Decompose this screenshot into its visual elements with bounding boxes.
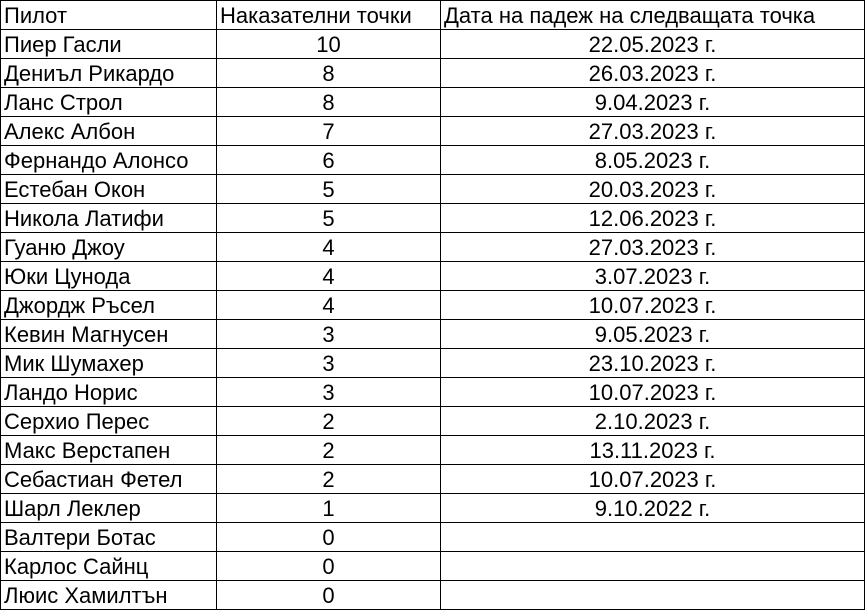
pilot-cell: Никола Латифи bbox=[1, 204, 217, 233]
points-cell: 5 bbox=[217, 175, 441, 204]
pilot-cell: Валтери Ботас bbox=[1, 523, 217, 552]
pilot-cell: Дениъл Рикардо bbox=[1, 59, 217, 88]
table-row bbox=[1, 552, 865, 581]
expiry-cell: 27.03.2023 г. bbox=[441, 233, 865, 262]
points-cell: 2 bbox=[217, 465, 441, 494]
pilot-cell: Ландо Норис bbox=[1, 378, 217, 407]
points-cell: 3 bbox=[217, 349, 441, 378]
pilot-cell: Кевин Магнусен bbox=[1, 320, 217, 349]
pilot-cell: Пиер Гасли bbox=[1, 30, 217, 59]
table-row bbox=[1, 378, 865, 407]
table-row bbox=[1, 175, 865, 204]
header-next-point-expiry: Дата на падеж на следващата точка bbox=[441, 1, 865, 30]
expiry-cell: 10.07.2023 г. bbox=[441, 465, 865, 494]
expiry-cell: 23.10.2023 г. bbox=[441, 349, 865, 378]
table-header bbox=[1, 1, 865, 30]
expiry-cell: 9.05.2023 г. bbox=[441, 320, 865, 349]
table-row bbox=[1, 117, 865, 146]
table-row bbox=[1, 204, 865, 233]
points-cell: 0 bbox=[217, 581, 441, 610]
header-pilot: Пилот bbox=[1, 1, 217, 30]
table-row bbox=[1, 465, 865, 494]
pilot-cell: Себастиан Фетел bbox=[1, 465, 217, 494]
pilot-cell: Серхио Перес bbox=[1, 407, 217, 436]
table-row bbox=[1, 88, 865, 117]
points-cell: 4 bbox=[217, 233, 441, 262]
pilot-cell: Джордж Ръсел bbox=[1, 291, 217, 320]
table-row bbox=[1, 320, 865, 349]
points-cell: 8 bbox=[217, 59, 441, 88]
pilot-cell: Юки Цунода bbox=[1, 262, 217, 291]
points-cell: 3 bbox=[217, 378, 441, 407]
table-row bbox=[1, 349, 865, 378]
points-cell: 1 bbox=[217, 494, 441, 523]
header-row bbox=[1, 1, 865, 30]
expiry-cell bbox=[441, 552, 865, 581]
expiry-cell: 22.05.2023 г. bbox=[441, 30, 865, 59]
expiry-cell: 12.06.2023 г. bbox=[441, 204, 865, 233]
pilot-cell: Естебан Окон bbox=[1, 175, 217, 204]
points-cell: 5 bbox=[217, 204, 441, 233]
points-cell: 6 bbox=[217, 146, 441, 175]
expiry-cell: 3.07.2023 г. bbox=[441, 262, 865, 291]
expiry-cell: 8.05.2023 г. bbox=[441, 146, 865, 175]
expiry-cell: 26.03.2023 г. bbox=[441, 59, 865, 88]
points-cell: 0 bbox=[217, 523, 441, 552]
expiry-cell: 2.10.2023 г. bbox=[441, 407, 865, 436]
points-cell: 0 bbox=[217, 552, 441, 581]
table-row bbox=[1, 262, 865, 291]
table-row bbox=[1, 59, 865, 88]
pilot-cell: Мик Шумахер bbox=[1, 349, 217, 378]
pilot-cell: Фернандо Алонсо bbox=[1, 146, 217, 175]
table-row bbox=[1, 146, 865, 175]
table-row bbox=[1, 30, 865, 59]
expiry-cell: 20.03.2023 г. bbox=[441, 175, 865, 204]
points-cell: 4 bbox=[217, 291, 441, 320]
points-cell: 2 bbox=[217, 436, 441, 465]
points-cell: 3 bbox=[217, 320, 441, 349]
header-penalty-points: Наказателни точки bbox=[217, 1, 441, 30]
expiry-cell: 10.07.2023 г. bbox=[441, 378, 865, 407]
points-cell: 7 bbox=[217, 117, 441, 146]
table-row bbox=[1, 581, 865, 610]
expiry-cell: 9.10.2022 г. bbox=[441, 494, 865, 523]
table-row bbox=[1, 233, 865, 262]
points-cell: 2 bbox=[217, 407, 441, 436]
table-body bbox=[1, 30, 865, 610]
pilot-cell: Ланс Строл bbox=[1, 88, 217, 117]
table-row bbox=[1, 523, 865, 552]
pilot-cell: Алекс Албон bbox=[1, 117, 217, 146]
table-row bbox=[1, 494, 865, 523]
pilot-cell: Шарл Леклер bbox=[1, 494, 217, 523]
pilot-cell: Макс Верстапен bbox=[1, 436, 217, 465]
expiry-cell: 13.11.2023 г. bbox=[441, 436, 865, 465]
expiry-cell: 9.04.2023 г. bbox=[441, 88, 865, 117]
points-cell: 8 bbox=[217, 88, 441, 117]
table-row bbox=[1, 436, 865, 465]
table-row bbox=[1, 291, 865, 320]
pilot-cell: Гуаню Джоу bbox=[1, 233, 217, 262]
expiry-cell: 10.07.2023 г. bbox=[441, 291, 865, 320]
expiry-cell bbox=[441, 581, 865, 610]
points-cell: 4 bbox=[217, 262, 441, 291]
expiry-cell: 27.03.2023 г. bbox=[441, 117, 865, 146]
points-cell: 10 bbox=[217, 30, 441, 59]
pilot-cell: Карлос Сайнц bbox=[1, 552, 217, 581]
table-row bbox=[1, 407, 865, 436]
pilot-cell: Люис Хамилтън bbox=[1, 581, 217, 610]
expiry-cell bbox=[441, 523, 865, 552]
